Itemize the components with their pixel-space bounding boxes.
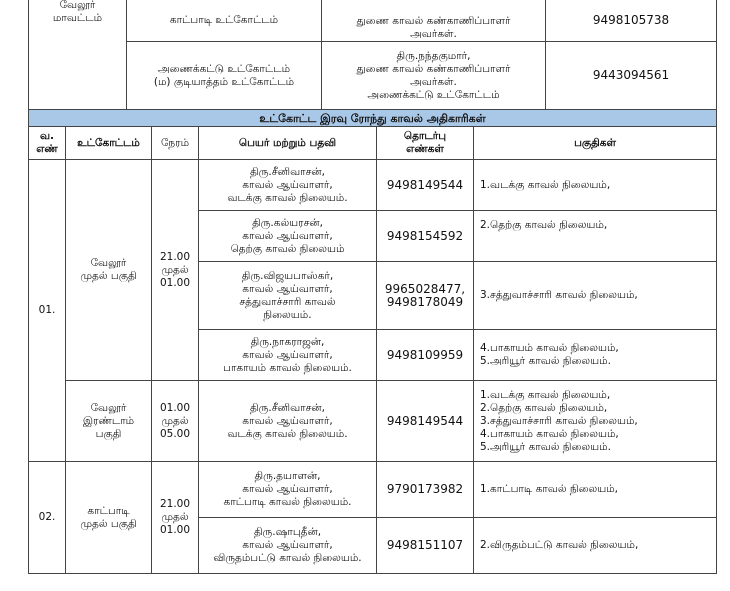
- areas-cell: 2.தெற்கு காவல் நிலையம்,: [474, 211, 717, 262]
- phone-cell: 9498149544: [377, 381, 474, 462]
- phone-cell: 9498105738: [546, 0, 717, 42]
- sno-cell: 02.: [29, 462, 66, 574]
- officer-cell: துணை காவல் கண்காணிப்பாளர் அவர்கள்.: [322, 0, 546, 42]
- subdivision-cell: வேலூர் முதல் பகுதி: [66, 160, 152, 381]
- header-time: நேரம்: [152, 127, 199, 160]
- time-cell: 21.00 முதல் 01.00: [152, 160, 199, 381]
- section-title: உட்கோட்ட இரவு ரோந்து காவல் அதிகாரிகள்: [29, 110, 717, 127]
- officer-name-cell: திரு.விஜயபாஸ்கர், காவல் ஆய்வாளர், சத்துவாச்சாரி காவல் நிலையம்.: [199, 262, 377, 330]
- phone-cell: 9498151107: [377, 518, 474, 574]
- officer-name-cell: திரு.தயாளன், காவல் ஆய்வாளர், காட்பாடி காவல் நிலையம்.: [199, 462, 377, 518]
- officer-name-cell: திரு.கல்யரசன், காவல் ஆய்வாளர், தெற்கு காவல் நிலையம்: [199, 211, 377, 262]
- header-contact: தொடர்பு எண்கள்: [377, 127, 474, 160]
- areas-cell: 4.பாகாயம் காவல் நிலையம், 5.அரியூர் காவல் நிலையம்.: [474, 330, 717, 381]
- subdivision-cell: காட்பாடி முதல் பகுதி: [66, 462, 152, 574]
- phone-cell: 9498149544: [377, 160, 474, 211]
- header-subdivision: உட்கோட்டம்: [66, 127, 152, 160]
- officer-cell: திரு.நந்தகுமார், துணை காவல் கண்காணிப்பாளர் அவர்கள். அணைக்கட்டு உட்கோட்டம்: [322, 42, 546, 110]
- phone-cell: 9498109959: [377, 330, 474, 381]
- subdivision-cell: அணைக்கட்டு உட்கோட்டம் (ம) குடியாத்தம் உட்கோட்டம்: [127, 42, 322, 110]
- areas-cell: 3.சத்துவாச்சாரி காவல் நிலையம்,: [474, 262, 717, 330]
- time-cell: 21.00 முதல் 01.00: [152, 462, 199, 574]
- areas-cell: 1.வடக்கு காவல் நிலையம், 2.தெற்கு காவல் நிலையம், 3.சத்துவாச்சாரி காவல் நிலையம், 4.பாகாயம் காவல் நிலையம், 5.அரியூர் காவல் நிலையம்.: [474, 381, 717, 462]
- areas-cell: 1.வடக்கு காவல் நிலையம்,: [474, 160, 717, 211]
- subdivision-cell: வேலூர் இரண்டாம் பகுதி: [66, 381, 152, 462]
- subdivision-cell: காட்பாடி உட்கோட்டம்: [127, 0, 322, 42]
- district-officers-table: [28, 0, 717, 110]
- header-sno: வ. எண்: [29, 127, 66, 160]
- phone-cell: 9443094561: [546, 42, 717, 110]
- officer-name-cell: திரு.சீனிவாசன், காவல் ஆய்வாளர், வடக்கு காவல் நிலையம்.: [199, 160, 377, 211]
- night-patrol-table: [28, 109, 717, 574]
- phone-cell: 9790173982: [377, 462, 474, 518]
- time-cell: 01.00 முதல் 05.00: [152, 381, 199, 462]
- header-areas: பகுதிகள்: [474, 127, 717, 160]
- phone-cell: 9965028477, 9498178049: [377, 262, 474, 330]
- sno-cell: 01.: [29, 160, 66, 462]
- officer-name-cell: திரு.ஷாபுதீன், காவல் ஆய்வாளர், விருதம்பட்டு காவல் நிலையம்.: [199, 518, 377, 574]
- areas-cell: 2.விருதம்பட்டு காவல் நிலையம்,: [474, 518, 717, 574]
- areas-cell: 1.காட்பாடி காவல் நிலையம்,: [474, 462, 717, 518]
- officer-name-cell: திரு.நாகராஜன், காவல் ஆய்வாளர், பாகாயம் காவல் நிலையம்.: [199, 330, 377, 381]
- phone-cell: 9498154592: [377, 211, 474, 262]
- officer-name-cell: திரு.சீனிவாசன், காவல் ஆய்வாளர், வடக்கு காவல் நிலையம்.: [199, 381, 377, 462]
- district-cell: வேலூர் மாவட்டம்: [29, 0, 127, 110]
- header-name: பெயர் மற்றும் பதவி: [199, 127, 377, 160]
